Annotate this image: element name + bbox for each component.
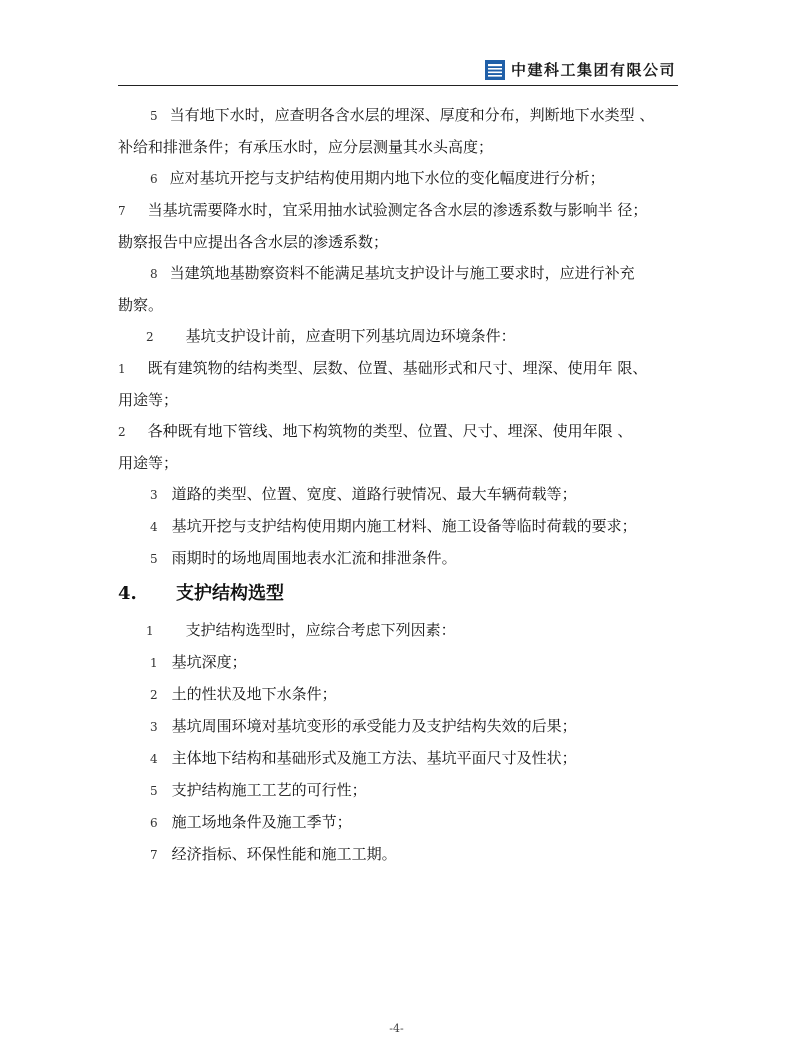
item-number: 5 <box>150 552 158 566</box>
item-number: 4 <box>150 520 158 534</box>
item-number: 4 <box>150 752 158 766</box>
header-rule <box>118 85 678 86</box>
item-text: 基坑深度； <box>171 653 247 671</box>
item-text: 勘察。 <box>118 296 164 314</box>
item-text: 基坑开挖与支护结构使用期内施工材料、施工设备等临时荷载的要求； <box>171 517 637 535</box>
item-number: 3 <box>150 488 158 502</box>
document-body <box>118 100 678 871</box>
item-number: 2 <box>150 688 158 702</box>
item-number: 1 <box>150 656 158 670</box>
section-number: 4. <box>118 583 137 604</box>
item-text: 雨期时的场地周围地表水汇流和排泄条件。 <box>171 549 457 567</box>
item-text: 支护结构选型时，应综合考虑下列因素： <box>185 621 456 639</box>
section-heading <box>118 577 678 611</box>
list-item <box>118 807 678 839</box>
item-text: 补给和排泄条件；有承压水时，应分层测量其水头高度； <box>118 138 494 156</box>
item-text: 既有建筑物的结构类型、层数、位置、基础形式和尺寸、埋深、使用年 限、 <box>147 359 648 377</box>
item-number: 2 <box>146 330 154 344</box>
list-item <box>118 679 678 711</box>
list-item <box>118 100 678 132</box>
list-item <box>118 163 678 195</box>
page-header <box>118 54 678 86</box>
item-number: 5 <box>150 784 158 798</box>
page-number: -4- <box>389 1022 404 1035</box>
item-number: 6 <box>150 172 158 186</box>
list-item <box>118 416 678 448</box>
list-item <box>118 353 678 385</box>
list-item <box>118 647 678 679</box>
list-item <box>118 615 678 647</box>
item-number: 7 <box>150 848 158 862</box>
list-item <box>118 839 678 871</box>
list-item <box>118 543 678 575</box>
item-text: 经济指标、环保性能和施工工期。 <box>171 845 397 863</box>
item-text: 当有地下水时，应查明各含水层的埋深、厚度和分布，判断地下水类型 、 <box>169 106 655 124</box>
list-item <box>118 227 678 258</box>
company-name: 中建科工集团有限公司 <box>510 61 676 79</box>
list-item <box>118 385 678 416</box>
item-number: 2 <box>118 425 126 439</box>
item-text: 土的性状及地下水条件； <box>171 685 337 703</box>
list-item <box>118 258 678 290</box>
item-text: 基坑周围环境对基坑变形的承受能力及支护结构失效的后果； <box>171 717 577 735</box>
item-text: 各种既有地下管线、地下构筑物的类型、位置、尺寸、埋深、使用年限 、 <box>147 422 633 440</box>
item-text: 用途等； <box>118 454 179 472</box>
item-number: 5 <box>150 109 158 123</box>
item-text: 基坑支护设计前，应查明下列基坑周边环境条件： <box>185 327 516 345</box>
item-number: 1 <box>146 624 154 638</box>
list-item <box>118 448 678 479</box>
item-number: 8 <box>150 267 158 281</box>
list-item <box>118 511 678 543</box>
item-text: 主体地下结构和基础形式及施工方法、基坑平面尺寸及性状； <box>171 749 577 767</box>
item-text: 勘察报告中应提出各含水层的渗透系数； <box>118 233 389 251</box>
list-item <box>118 195 678 227</box>
list-item <box>118 132 678 163</box>
item-text: 支护结构施工工艺的可行性； <box>171 781 367 799</box>
item-number: 3 <box>150 720 158 734</box>
list-item <box>118 290 678 321</box>
item-number: 7 <box>118 204 126 218</box>
item-number: 1 <box>118 362 126 376</box>
item-text: 应对基坑开挖与支护结构使用期内地下水位的变化幅度进行分析； <box>169 169 605 187</box>
list-item <box>118 321 678 353</box>
item-text: 道路的类型、位置、宽度、道路行驶情况、最大车辆荷载等； <box>171 485 577 503</box>
item-text: 当建筑地基勘察资料不能满足基坑支护设计与施工要求时，应进行补充 <box>169 264 635 282</box>
list-item <box>118 743 678 775</box>
company-brand <box>485 59 676 80</box>
item-number: 6 <box>150 816 158 830</box>
section-title: 支护结构选型 <box>176 583 284 604</box>
item-text: 施工场地条件及施工季节； <box>171 813 352 831</box>
list-item <box>118 711 678 743</box>
company-logo-icon <box>485 60 505 80</box>
item-text: 用途等； <box>118 391 179 409</box>
list-item <box>118 775 678 807</box>
item-text: 当基坑需要降水时，宜采用抽水试验测定各含水层的渗透系数与影响半 径； <box>147 201 648 219</box>
list-item <box>118 479 678 511</box>
